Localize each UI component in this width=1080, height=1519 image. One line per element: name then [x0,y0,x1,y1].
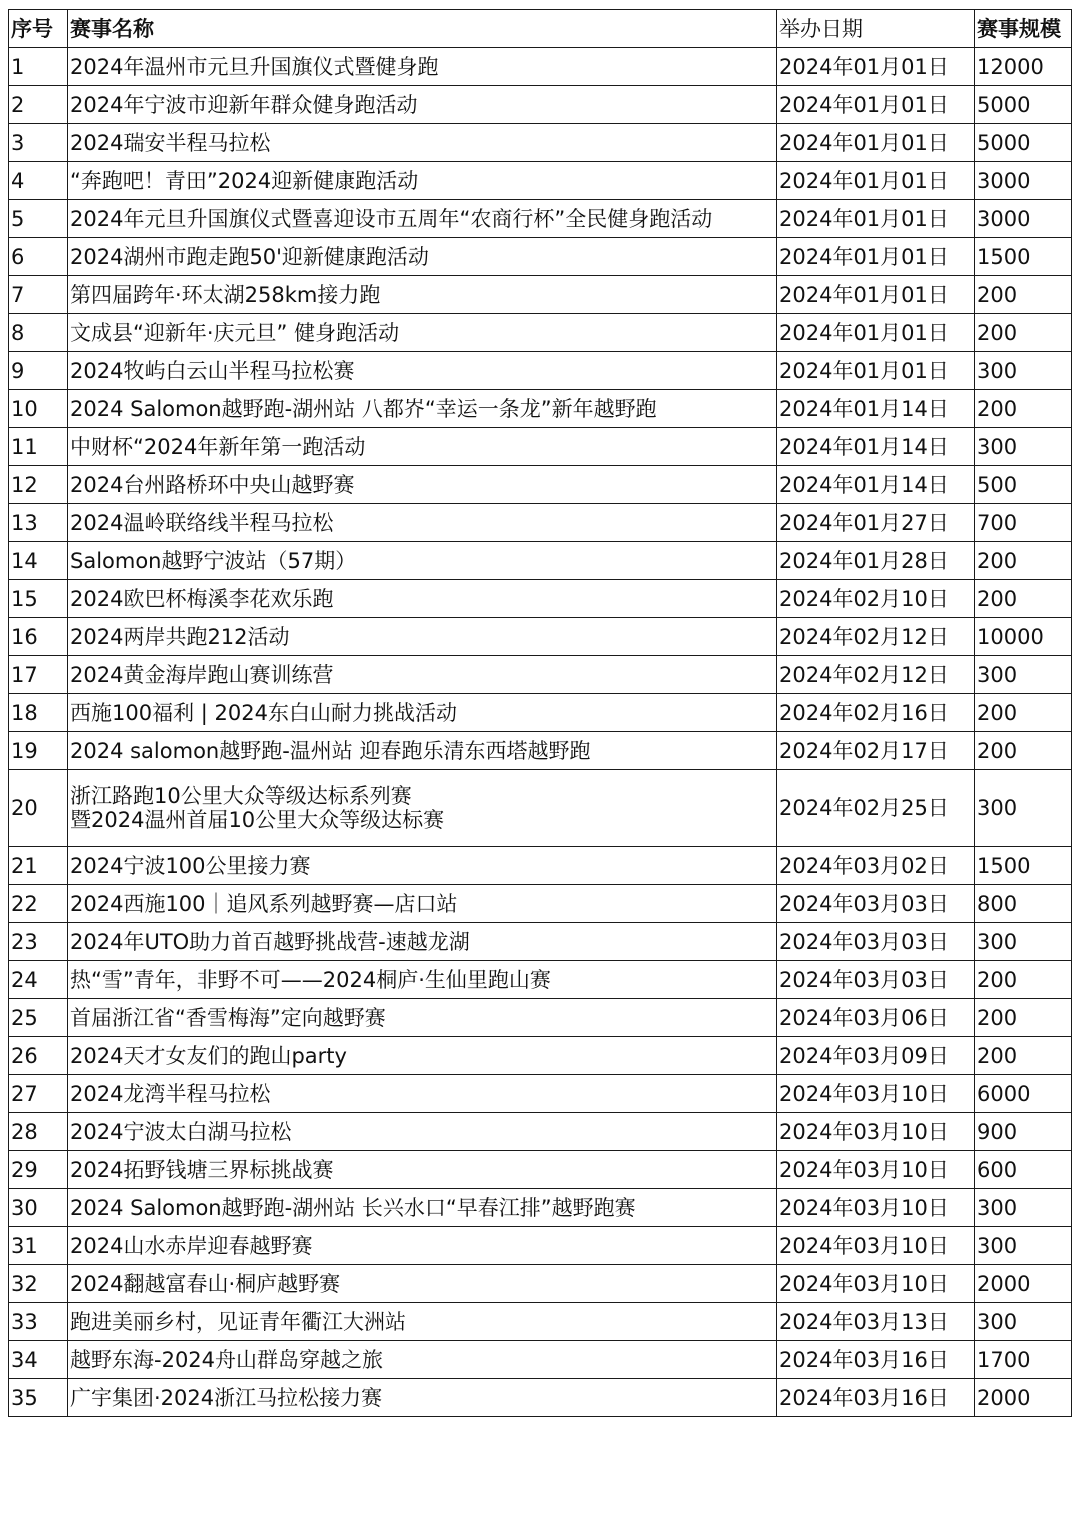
row-index: 26 [9,1037,68,1075]
event-name-line: 西施100福利 | 2024东白山耐力挑战活动 [70,700,457,725]
row-event-name [68,542,777,580]
row-scale: 5000 [975,124,1072,162]
row-scale: 600 [975,1151,1072,1189]
row-index: 33 [9,1303,68,1341]
row-scale: 200 [975,580,1072,618]
row-event-name [68,1303,777,1341]
row-date: 2024年02月25日 [777,770,975,847]
row-event-name [68,1151,777,1189]
row-date: 2024年01月01日 [777,238,975,276]
table-header-row [9,10,1072,48]
row-scale: 3000 [975,200,1072,238]
row-scale: 700 [975,504,1072,542]
row-event-name [68,770,777,847]
row-scale: 1500 [975,238,1072,276]
events-sheet [8,9,1071,1417]
event-name-line: 2024山水赤岸迎春越野赛 [70,1233,313,1258]
event-name-line: 2024天才女友们的跑山party [70,1043,347,1068]
row-index: 2 [9,86,68,124]
row-index: 27 [9,1075,68,1113]
row-index: 1 [9,48,68,86]
row-date: 2024年03月13日 [777,1303,975,1341]
table-row [9,1075,1072,1113]
event-name-line: 跑进美丽乡村，见证青年衢江大洲站 [70,1309,406,1334]
table-row [9,1341,1072,1379]
row-scale: 200 [975,961,1072,999]
event-name-line: 2024台州路桥环中央山越野赛 [70,472,355,497]
row-event-name [68,466,777,504]
row-index: 9 [9,352,68,390]
header-date: 举办日期 [777,10,975,48]
table-row [9,200,1072,238]
event-name-line: 2024瑞安半程马拉松 [70,130,271,155]
row-event-name [68,1265,777,1303]
row-date: 2024年01月01日 [777,86,975,124]
row-date: 2024年01月14日 [777,466,975,504]
event-name-line: 2024 Salomon越野跑-湖州站 八都岕“幸运一条龙”新年越野跑 [70,396,657,421]
table-row [9,885,1072,923]
row-index: 28 [9,1113,68,1151]
row-event-name [68,200,777,238]
row-date: 2024年03月02日 [777,847,975,885]
table-row [9,580,1072,618]
row-scale: 900 [975,1113,1072,1151]
row-index: 16 [9,618,68,656]
row-event-name [68,314,777,352]
event-name-line: 2024温岭联络线半程马拉松 [70,510,334,535]
row-scale: 2000 [975,1379,1072,1417]
event-name-line: 2024宁波100公里接力赛 [70,853,311,878]
table-row [9,1151,1072,1189]
row-scale: 200 [975,694,1072,732]
row-date: 2024年01月01日 [777,352,975,390]
table-row [9,48,1072,86]
row-date: 2024年03月10日 [777,1265,975,1303]
row-event-name [68,428,777,466]
row-date: 2024年03月10日 [777,1189,975,1227]
row-event-name [68,48,777,86]
table-row [9,352,1072,390]
row-date: 2024年03月10日 [777,1227,975,1265]
row-date: 2024年01月01日 [777,200,975,238]
row-index: 18 [9,694,68,732]
row-scale: 200 [975,732,1072,770]
table-row [9,162,1072,200]
row-index: 5 [9,200,68,238]
row-index: 17 [9,656,68,694]
row-event-name [68,390,777,428]
row-date: 2024年01月28日 [777,542,975,580]
row-event-name [68,1227,777,1265]
table-row [9,86,1072,124]
row-event-name [68,352,777,390]
row-index: 14 [9,542,68,580]
row-date: 2024年02月16日 [777,694,975,732]
row-event-name [68,1037,777,1075]
table-row [9,1303,1072,1341]
events-table [8,9,1072,1417]
row-event-name [68,656,777,694]
row-index: 3 [9,124,68,162]
table-row [9,428,1072,466]
event-name-line: 2024黄金海岸跑山赛训练营 [70,662,334,687]
table-row [9,542,1072,580]
row-event-name [68,504,777,542]
row-index: 15 [9,580,68,618]
table-row [9,1113,1072,1151]
table-row [9,314,1072,352]
event-name-line: 中财杯“2024年新年第一跑活动 [70,434,366,459]
table-row [9,656,1072,694]
row-scale: 300 [975,352,1072,390]
row-scale: 2000 [975,1265,1072,1303]
row-scale: 200 [975,390,1072,428]
event-name-line: 2024年元旦升国旗仪式暨喜迎设市五周年“农商行杯”全民健身跑活动 [70,206,713,231]
row-scale: 3000 [975,162,1072,200]
table-row [9,999,1072,1037]
row-date: 2024年01月01日 [777,276,975,314]
row-index: 11 [9,428,68,466]
event-name-line: Salomon越野宁波站（57期） [70,548,357,573]
row-index: 25 [9,999,68,1037]
row-event-name [68,162,777,200]
table-row [9,923,1072,961]
row-index: 35 [9,1379,68,1417]
row-scale: 5000 [975,86,1072,124]
event-name-line: “奔跑吧！青田”2024迎新健康跑活动 [70,168,419,193]
row-scale: 1500 [975,847,1072,885]
event-name-line: 2024 salomon越野跑-温州站 迎春跑乐清东西塔越野跑 [70,738,591,763]
row-index: 8 [9,314,68,352]
row-event-name [68,885,777,923]
table-row [9,770,1072,847]
table-row [9,694,1072,732]
row-scale: 300 [975,1303,1072,1341]
row-date: 2024年01月01日 [777,162,975,200]
table-row [9,276,1072,314]
table-row [9,1265,1072,1303]
row-index: 24 [9,961,68,999]
event-name-line: 2024年UTO助力首百越野挑战营-速越龙湖 [70,929,470,954]
event-name-line: 越野东海-2024舟山群岛穿越之旅 [70,1347,384,1372]
event-name-line: 2024翻越富春山·桐庐越野赛 [70,1271,341,1296]
row-event-name [68,124,777,162]
table-row [9,732,1072,770]
table-row [9,504,1072,542]
row-scale: 300 [975,1189,1072,1227]
row-event-name [68,847,777,885]
row-index: 29 [9,1151,68,1189]
table-row [9,238,1072,276]
event-name-line: 暨2024温州首届10公里大众等级达标赛 [70,808,445,832]
event-name-line: 2024湖州市跑走跑50'迎新健康跑活动 [70,244,429,269]
row-date: 2024年02月12日 [777,618,975,656]
table-body [9,48,1072,1417]
row-index: 7 [9,276,68,314]
row-event-name [68,580,777,618]
table-row [9,618,1072,656]
table-row [9,390,1072,428]
row-scale: 800 [975,885,1072,923]
row-scale: 300 [975,428,1072,466]
row-date: 2024年03月09日 [777,1037,975,1075]
row-date: 2024年02月10日 [777,580,975,618]
row-scale: 6000 [975,1075,1072,1113]
row-date: 2024年03月10日 [777,1075,975,1113]
header-scale: 赛事规模 [975,10,1072,48]
table-row [9,466,1072,504]
row-date: 2024年03月03日 [777,923,975,961]
row-date: 2024年02月17日 [777,732,975,770]
row-scale: 12000 [975,48,1072,86]
event-name-line: 2024龙湾半程马拉松 [70,1081,271,1106]
row-index: 21 [9,847,68,885]
row-date: 2024年03月10日 [777,1151,975,1189]
row-scale: 200 [975,542,1072,580]
row-date: 2024年03月16日 [777,1341,975,1379]
row-date: 2024年01月14日 [777,390,975,428]
event-name-line: 浙江路跑10公里大众等级达标系列赛 [70,784,412,808]
row-date: 2024年03月03日 [777,885,975,923]
row-scale: 200 [975,1037,1072,1075]
row-index: 19 [9,732,68,770]
row-event-name [68,86,777,124]
event-name-line: 2024宁波太白湖马拉松 [70,1119,292,1144]
event-name-line: 2024年宁波市迎新年群众健身跑活动 [70,92,418,117]
event-name-line: 文成县“迎新年·庆元旦” 健身跑活动 [70,320,400,345]
table-row [9,961,1072,999]
event-name-line: 2024两岸共跑212活动 [70,624,290,649]
table-row [9,1189,1072,1227]
table-row [9,847,1072,885]
header-event-name: 赛事名称 [68,10,777,48]
row-index: 34 [9,1341,68,1379]
event-name-line: 2024欧巴杯梅溪李花欢乐跑 [70,586,334,611]
row-date: 2024年01月01日 [777,48,975,86]
row-event-name [68,238,777,276]
event-name-line: 2024 Salomon越野跑-湖州站 长兴水口“早春江排”越野跑赛 [70,1195,636,1220]
row-date: 2024年03月10日 [777,1113,975,1151]
row-index: 22 [9,885,68,923]
row-event-name [68,732,777,770]
row-index: 23 [9,923,68,961]
row-scale: 300 [975,923,1072,961]
row-scale: 200 [975,999,1072,1037]
row-index: 20 [9,770,68,847]
row-date: 2024年01月01日 [777,314,975,352]
event-name-line: 2024西施100｜追风系列越野赛—店口站 [70,891,458,916]
event-name-line: 2024年温州市元旦升国旗仪式暨健身跑 [70,54,439,79]
row-date: 2024年01月01日 [777,124,975,162]
row-index: 32 [9,1265,68,1303]
row-event-name [68,961,777,999]
event-name-line: 热“雪”青年，非野不可——2024桐庐·生仙里跑山赛 [70,967,551,992]
row-index: 4 [9,162,68,200]
row-index: 13 [9,504,68,542]
row-scale: 500 [975,466,1072,504]
event-name-line: 广宇集团·2024浙江马拉松接力赛 [70,1385,383,1410]
row-event-name [68,1113,777,1151]
row-date: 2024年03月03日 [777,961,975,999]
row-event-name [68,923,777,961]
row-event-name [68,1075,777,1113]
row-event-name [68,694,777,732]
header-index: 序号 [9,10,68,48]
row-date: 2024年01月14日 [777,428,975,466]
event-name-line: 2024拓野钱塘三界标挑战赛 [70,1157,334,1182]
event-name-line: 首届浙江省“香雪梅海”定向越野赛 [70,1005,386,1030]
row-date: 2024年03月16日 [777,1379,975,1417]
table-row [9,1037,1072,1075]
row-scale: 300 [975,770,1072,847]
row-date: 2024年03月06日 [777,999,975,1037]
table-row [9,1227,1072,1265]
row-scale: 1700 [975,1341,1072,1379]
row-scale: 200 [975,276,1072,314]
row-index: 12 [9,466,68,504]
row-event-name [68,276,777,314]
event-name-line: 第四届跨年·环太湖258km接力跑 [70,282,381,307]
row-event-name [68,1379,777,1417]
row-event-name [68,1341,777,1379]
row-scale: 300 [975,656,1072,694]
row-event-name [68,618,777,656]
row-index: 6 [9,238,68,276]
row-scale: 10000 [975,618,1072,656]
row-event-name [68,1189,777,1227]
row-index: 30 [9,1189,68,1227]
row-date: 2024年01月27日 [777,504,975,542]
event-name-line: 2024牧屿白云山半程马拉松赛 [70,358,355,383]
table-row [9,124,1072,162]
row-event-name [68,999,777,1037]
row-scale: 200 [975,314,1072,352]
row-index: 10 [9,390,68,428]
row-scale: 300 [975,1227,1072,1265]
row-index: 31 [9,1227,68,1265]
table-row [9,1379,1072,1417]
row-date: 2024年02月12日 [777,656,975,694]
